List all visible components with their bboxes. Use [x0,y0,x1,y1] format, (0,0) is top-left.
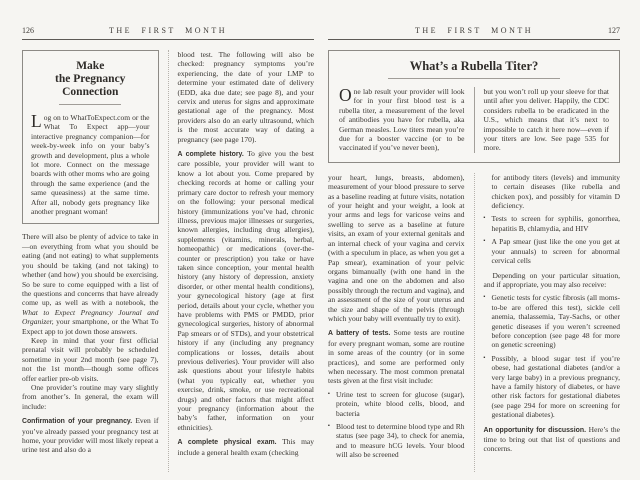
connection-box-title-line2: the Pregnancy [55,73,126,85]
bullet-pap-smear [484,237,621,265]
bullet-square-icon: ▪ [328,423,330,429]
bullet-syphilis-screen [484,214,621,233]
book-title-italic: What to Expect Pregnancy Journal and Organizer, [22,307,159,327]
bullet-blood-sugar-text: Possibly, a blood sugar test if you’re obese, had gestational diabetes (and/or a very large baby) in a previous pregnancy, have a family history of diabetes, or have other risk factors for gestational diabetes (see page 294 for more on screening for gestational diabetes). [491,353,620,420]
connection-box-title-line3: Connection [62,86,119,98]
battery-of-tests-text: Some tests are routine for every pregnant woman, some are routine in some areas of the country (or in some practices), and some are performed only when necessary. The most common prenatal tests given at the first visit include: [328,328,465,386]
dropcap-O: O [339,85,352,105]
paragraph-opportunity [484,425,621,454]
page-header-right [328,26,620,40]
columns-right-page [328,173,620,472]
bullet-square-icon: ▪ [483,238,486,245]
lead-opportunity: An opportunity for discussion. [483,426,587,434]
running-head-right: THE FIRST MONTH [414,26,534,35]
bullet-square-icon: ▪ [483,294,486,301]
paragraph-keep-in-mind: Keep in mind that your first official prenatal visit will probably be scheduled sometime in your 2nd month (see page 7), not the 1st month—though some offices offer earlier pre-ob visits. [22,335,159,383]
paragraph-advice [22,232,159,335]
page-number-left: 126 [22,26,34,35]
lead-battery-of-tests: A battery of tests. [328,330,391,338]
opportunity-text: Here’s the time to bring out that list of questions and concerns. [483,424,620,454]
bullet-blood-test-text: Blood test to determine blood type and Rh status (see page 34), to check for anemia, and to measure hCG levels. Your blood will also be screened [336,422,465,460]
rubella-box-col1-text: ne lab result your provider will look for in your first blood test is a rubella titer, a measurement of the level of antibodies you have for rubella, aka German measles. Low titers mean you’re due for a booster vaccine (or to be vaccinated if you’ve never been), [339,87,465,153]
bullet-square-icon: ▪ [328,390,330,397]
page-left [22,26,314,472]
page126-column-2 [168,50,315,472]
paragraph-complete-history [178,149,315,432]
page-header-left [22,26,314,40]
lead-complete-history: A complete history. [177,151,244,159]
page127-column-2 [474,173,621,472]
paragraph-battery-of-tests [328,328,465,385]
paragraph-depending: Depending on your particular situation, and if appropriate, you may also receive: [483,270,620,289]
advice-text-pre: There will also be plenty of advice to take in—on everything from what you should be eating (and not eating) to what supplements you should be taking (and not taking) to whether (and how) you should be exercising. So be sure to come equipped with a list of the questions and concerns that have already come up, as well as with a notebook, the [22,232,159,308]
connection-box [22,50,159,224]
bullet-genetic-tests-text: Genetic tests for cystic fibrosis (all moms-to-be are offered this test), sickle cell anemia, thalassemia, Tay-Sachs, or other genetic diseases if you weren’t screened before conception (see page 48 for more on genetic screening) [491,293,620,350]
bullet-syphilis-screen-text: Tests to screen for syphilis, gonorrhea, hepatitis B, chlamydia, and HIV [491,214,620,233]
rubella-box-columns [339,87,609,153]
connection-box-title-line1: Make [76,60,105,72]
confirmation-text: Even if you’ve already passed your pregnancy test at home, your provider will most likely repeat a urine test and also do a [22,416,159,455]
paragraph-provider-routine: One provider’s routine may vary slightly from another’s. In general, the exam will include: [22,382,159,411]
paragraph-exam-continuation: your heart, lungs, breasts, abdomen), measurement of your blood pressure to serve as a baseline reading at future visits, notation of your height and your weight, a look at your arms and legs for varicose veins and swelling to serve as a baseline at future visits, an exam of your external genitals and an internal check of your vagina and cervix (with a speculum in place, as when you get a Pap smear), examination of your pelvic organs bimanually (with one hand in the vagina and one on the abdomen and also possibly through the rectum and vagina), and an assessment of the size of your uterus and the size and shape of the pelvis (through which your baby will eventually try to exit). [328,172,465,323]
bullet-blood-test [328,422,465,460]
rubella-box [328,50,620,163]
bullet-square-icon: ▪ [483,354,486,361]
rubella-box-title: What’s a Rubella Titer? [409,59,539,73]
page-number-right: 127 [608,26,620,35]
paragraph-antibody-continuation: for antibody titers (levels) and immunity to certain diseases (like rubella and chicken pox), and possibly for vitamin D deficiency. [491,172,620,211]
bullet-square-icon: ▪ [483,215,486,222]
connection-box-body [31,113,150,216]
page127-column-1 [328,173,474,472]
rubella-title-rule [388,78,560,79]
lead-confirmation: Confirmation of your pregnancy. [22,418,133,426]
paragraph-confirmation [22,416,159,455]
bullet-urine-test [328,390,465,418]
paragraph-blood-test: blood test. The following will also be checked: pregnancy symptoms you’re experiencing, the date of your LMP to determine your estimated date of delivery (EDD, aka due date; see page 8), and your cervix and uterus for signs and approximate gestational age of the pregnancy. Most providers also do an early ultrasound, which is the most accurate way of dating a pregnancy (see page 170). [177,50,314,144]
title-rule [59,104,121,105]
lead-physical-exam: A complete physical exam. [177,439,277,447]
bullet-urine-test-text: Urine test to screen for glucose (sugar), protein, white blood cells, blood, and bacteria [336,389,465,418]
connection-box-title [31,60,150,99]
bullet-pap-smear-text: A Pap smear (just like the one you get at your annuals) to screen for abnormal cervical cells [491,237,620,266]
page-right [328,26,620,472]
rubella-box-col2: but you won’t roll up your sleeve for that until after you deliver. Happily, the CDC considers rubella to be eradicated in the U.S., which means that it’s next to impossible to catch it here now—even if your titers are low. See page 535 for more. [474,87,610,153]
complete-history-text: To give you the best care possible, your provider will want to know a lot about you. Come prepared by checking records at home or calling your primary care doctor to refresh your memory on the following: your personal medical history (immunizations you’ve had, chronic illness, previous major illnesses or surgeries, known allergies, including drug allergies), supplements (vitamins, minerals, herbal, homeopathic) or medications (over-the-counter or prescription) you take or have taken since conception, your mental health history (any history of depression, anxiety disorder, or other mental health conditions), your gynecological history (age at first period, details about your cycle, whether you have problems with PMS or PMDD, prior gynecological surgeries, history of abnormal Pap smears or of STDs), and your obstetrical history if any (including any pregnancy complications or losses, details about previous deliveries). Your provider will also ask questions about your lifestyle habits (what you typically eat, whether you exercise, drink, smoke, or use recreational drugs) and other factors that might affect your pregnancy (information about the baby’s father, information on your ethnicities). [177,149,314,432]
bullet-genetic-tests [484,293,621,349]
page126-column-1 [22,50,168,472]
columns-left-page [22,50,314,472]
bullet-blood-sugar [484,354,621,420]
paragraph-physical-exam [178,437,315,457]
physical-exam-text: This may include a general health exam (checking [177,437,314,457]
rubella-box-col1 [339,87,465,153]
dropcap-L: L [31,111,42,131]
connection-box-text: og on to WhatToExpect.com or the What To Expect app—your interactive pregnancy companion—for week-by-week info on your baby’s growth and development, plus a whole lot more. Connect on the message boards with other moms who are going through the same experience (and the same queasiness) at the same time. After all, nobody gets pregnancy like another pregnant woman! [31,113,150,217]
advice-text-post: your smartphone, or the What To Expect app to jot down those answers. [22,317,159,336]
running-head-left: THE FIRST MONTH [108,26,228,35]
